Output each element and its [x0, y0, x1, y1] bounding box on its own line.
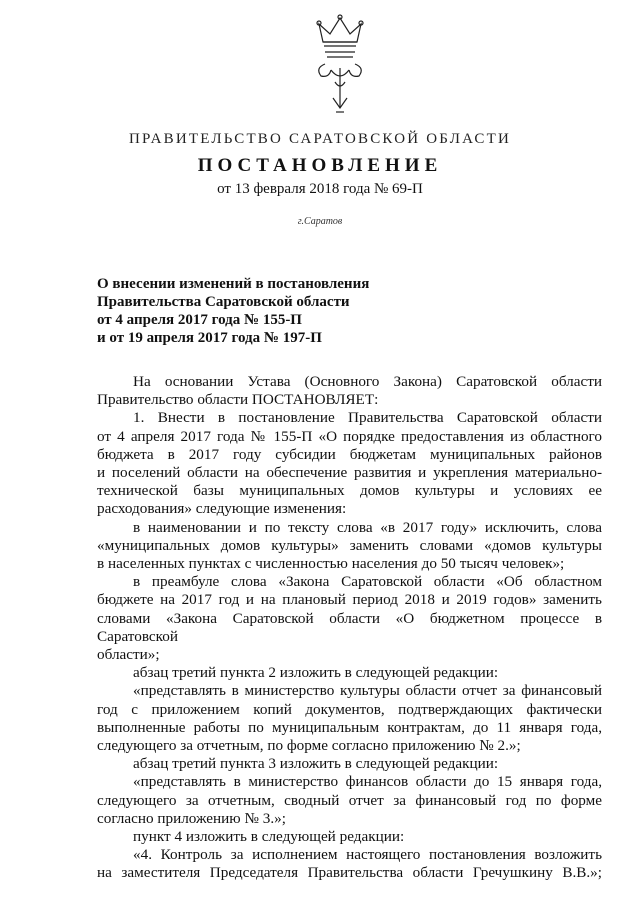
coat-of-arms-icon	[295, 12, 385, 117]
body-line: на заместителя Председателя Правительства области Гречушкину В.В.»;	[97, 864, 602, 882]
body-line: пункт 4 изложить в следующей редакции:	[133, 828, 405, 846]
body-line: «муниципальных домов культуры» заменить словами «домов культуры	[97, 536, 602, 554]
decree-date-number: от 13 февраля 2018 года № 69-П	[217, 181, 423, 197]
body-line: следующего за отчетным, сводный отчет за финансовый год по форме	[97, 791, 602, 809]
body-line: от 4 апреля 2017 года № 155-П «О порядке предоставления из областного	[97, 427, 602, 445]
title-line: и от 19 апреля 2017 года № 197-П	[97, 330, 322, 346]
body-line: «4. Контроль за исполнением настоящего постановления возложить	[133, 846, 602, 864]
title-line: О внесении изменений в постановления	[97, 276, 370, 292]
body-line: словами «Закона Саратовской области «О бюджетном процессе в Саратовской	[97, 609, 602, 645]
title-line: Правительства Саратовской области	[97, 294, 350, 310]
body-line: области»;	[97, 646, 160, 664]
decree-title	[97, 275, 369, 347]
body-line: год с приложением копий документов, подтверждающих фактически	[97, 700, 602, 718]
city-label: г.Саратов	[297, 216, 343, 227]
decree-body	[97, 373, 602, 883]
body-line: абзац третий пункта 2 изложить в следующей редакции:	[133, 664, 499, 682]
body-line: в населенных пунктах с численностью населения до 50 тысяч человек»;	[97, 555, 565, 573]
body-line: бюджете на 2017 год и на плановый период 2018 и 2019 годов» заменить	[97, 591, 602, 609]
body-line: в наименовании и по тексту слова «в 2017 году» исключить, слова	[133, 518, 602, 536]
document-type-heading: ПОСТАНОВЛЕНИЕ	[197, 155, 443, 176]
body-line: На основании Устава (Основного Закона) Саратовской области	[133, 373, 602, 390]
body-line: следующего за отчетным, по форме согласно приложению № 2.»;	[97, 737, 521, 755]
body-line: 1. Внести в постановление Правительства Саратовской области	[133, 409, 602, 427]
body-line: и поселений области на обеспечение развития и укрепления материально-	[97, 464, 602, 482]
body-line: технической базы муниципальных домов культуры и условиях ее	[97, 482, 602, 500]
body-line: бюджета в 2017 году субсидии бюджетам муниципальных районов	[97, 445, 602, 463]
body-line: расходования» следующие изменения:	[97, 500, 347, 518]
body-line: абзац третий пункта 3 изложить в следующей редакции:	[133, 755, 499, 773]
body-line: «представлять в министерство культуры области отчет за финансовый	[133, 682, 602, 700]
body-line: выполненные работы по муниципальным контрактам, до 11 января года,	[97, 718, 602, 736]
title-line: от 4 апреля 2017 года № 155-П	[97, 312, 302, 328]
body-line: в преамбуле слова «Закона Саратовской области «Об областном	[133, 573, 602, 591]
body-line: «представлять в министерство финансов области до 15 января года,	[133, 773, 602, 791]
body-line: Правительство области ПОСТАНОВЛЯЕТ:	[97, 391, 379, 409]
body-line: согласно приложению № 3.»;	[97, 809, 286, 827]
government-name: ПРАВИТЕЛЬСТВО САРАТОВСКОЙ ОБЛАСТИ	[128, 131, 512, 147]
